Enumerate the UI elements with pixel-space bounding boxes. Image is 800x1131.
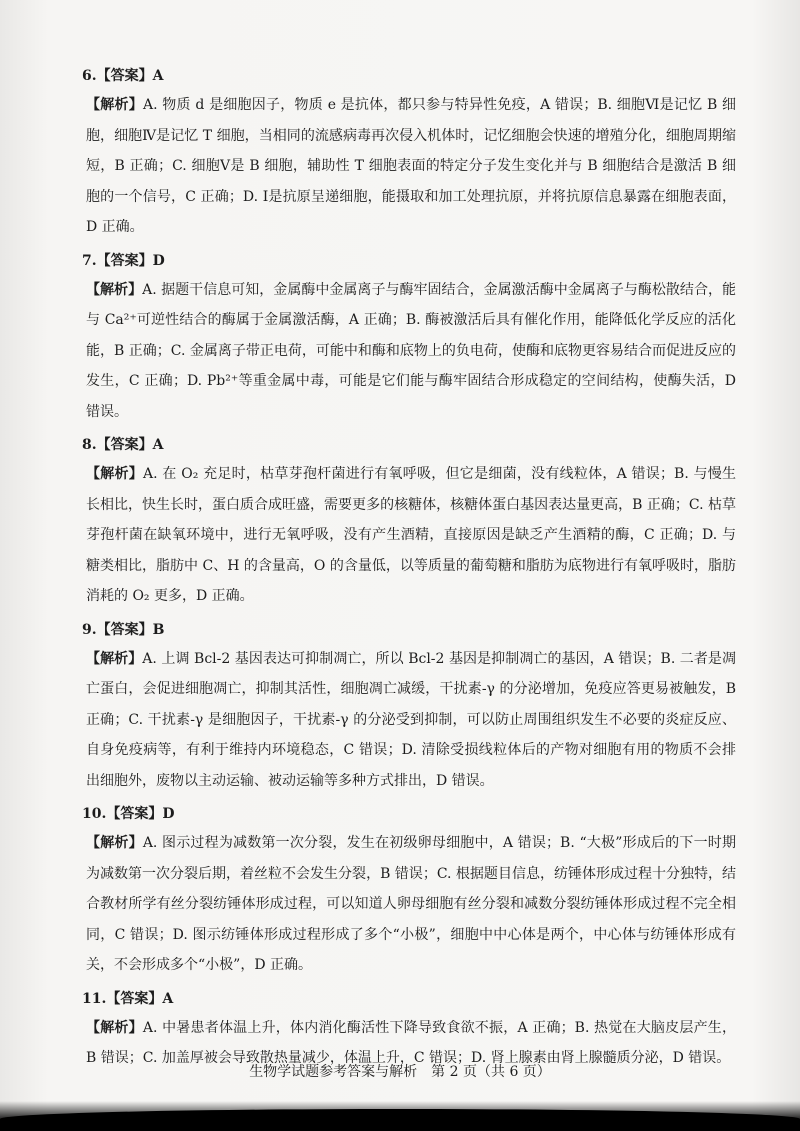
analysis-body: A. 据题干信息可知，金属酶中金属离子与酶牢固结合，金属激活酶中金属离子与酶松散结合，能与 Ca²⁺可逆性结合的酶属于金属激活酶，A 正确；B. 酶被激活后具有催化作用，能降低化学反应的活化能，B 正确；C. 金属离子带正电荷，可能中和酶和底物上的负电荷，使酶和底物更容易结合而促进反应的发生，C 正确；D. Pb²⁺等重金属中毒，可能是它们能与酶牢固结合形成稳定的空间结构，使酶失活，D 错误。 (86, 281, 736, 420)
analysis-text (86, 644, 736, 797)
analysis-label: 【解析】 (86, 1019, 143, 1036)
analysis-body: A. 上调 Bcl-2 基因表达可抑制凋亡，所以 Bcl-2 基因是抑制凋亡的基因，A 错误；B. 二者是凋亡蛋白，会促进细胞凋亡，抑制其活性，细胞凋亡减缓，干扰素-γ 的分泌增加，免疫应答更易被触发，B 正确；C. 干扰素-γ 是细胞因子，干扰素-γ 的分泌受到抑制，可以防止周围组织发生不必要的炎症反应、自身免疫病等，有利于维持内环境稳态，C 错误；D. 清除受损线粒体后的产物对细胞有用的物质不会排出细胞外，废物以主动运输、被动运输等多种方式排出，D 错误。 (86, 650, 737, 789)
question-11 (82, 989, 736, 1074)
question-10 (82, 804, 736, 981)
answer-heading: 6.【答案】A (82, 68, 164, 84)
answer-heading: 7.【答案】D (82, 252, 165, 269)
question-9 (82, 620, 737, 797)
analysis-body: A. 在 O₂ 充足时，枯草芽孢杆菌进行有氧呼吸，但它是细菌，没有线粒体，A 错误；B. 与慢生长相比，快生长时，蛋白质合成旺盛，需要更多的核糖体，核糖体蛋白基因表达量更高，B 正确；C. 枯草芽孢杆菌在缺氧环境中，进行无氧呼吸，没有产生酒精，直接原因是缺乏产生酒精的酶，C 正确；D. 与糖类相比，脂肪中 C、H 的含量高，O 的含量低，以等质量的葡萄糖和脂肪为底物进行有氧呼吸时，脂肪消耗的 O₂ 更多，D 正确。 (86, 466, 736, 604)
analysis-text (86, 90, 736, 243)
question-8 (82, 435, 736, 612)
scan-shadow (0, 1101, 800, 1131)
answer-content (82, 66, 737, 1082)
analysis-label: 【解析】 (86, 97, 143, 113)
analysis-body: A. 图示过程为减数第一次分裂，发生在初级卵母细胞中，A 错误；B. “大极”形成后的下一时期为减数第一次分裂后期，着丝粒不会发生分裂，B 错误；C. 根据题目信息，纺锤体形成过程十分独特，结合教材所学有丝分裂纺锤体形成过程，可以知道人卵母细胞有丝分裂和减数分裂纺锤体形成过程不完全相同，C 错误；D. 图示纺锤体形成过程形成了多个“小极”，细胞中中心体是两个，中心体与纺锤体形成有关，不会形成多个“小极”，D 正确。 (86, 835, 736, 973)
analysis-body: A. 中暑患者体温上升，体内消化酶活性下降导致食欲不振，A 正确；B. 热觉在大脑皮层产生，B 错误；C. 加盖厚被会导致散热量减少，体温上升，C 错误；D. 肾上腺素由肾上腺髓质分泌，D 错误。 (86, 1019, 736, 1066)
page-footer: 生物学试题参考答案与解析 第 2 页（共 6 页） (249, 1064, 551, 1080)
answer-heading: 8.【答案】A (82, 437, 164, 453)
question-6 (82, 66, 737, 243)
analysis-label: 【解析】 (86, 466, 144, 482)
answer-heading: 11.【答案】A (82, 990, 174, 1007)
analysis-text (86, 828, 736, 981)
analysis-text (86, 275, 736, 428)
answer-heading: 9.【答案】B (82, 621, 165, 638)
question-7 (82, 251, 736, 428)
analysis-text (86, 459, 736, 612)
analysis-label: 【解析】 (86, 835, 143, 851)
answer-heading: 10.【答案】D (82, 806, 175, 822)
analysis-body: A. 物质 d 是细胞因子，物质 e 是抗体，都只参与特异性免疫，A 错误；B. 细胞Ⅵ是记忆 B 细胞，细胞Ⅳ是记忆 T 细胞，当相同的流感病毒再次侵入机体时，记忆细胞会快速的增殖分化，细胞周期缩短，B 正确；C. 细胞Ⅴ是 B 细胞，辅助性 T 细胞表面的特定分子发生变化并与 B 细胞结合是激活 B 细胞的一个信号，C 正确；D. Ⅰ是抗原呈递细胞，能摄取和加工处理抗原，并将抗原信息暴露在细胞表面，D 正确。 (86, 97, 737, 235)
analysis-label: 【解析】 (86, 650, 143, 667)
analysis-label: 【解析】 (86, 281, 143, 298)
